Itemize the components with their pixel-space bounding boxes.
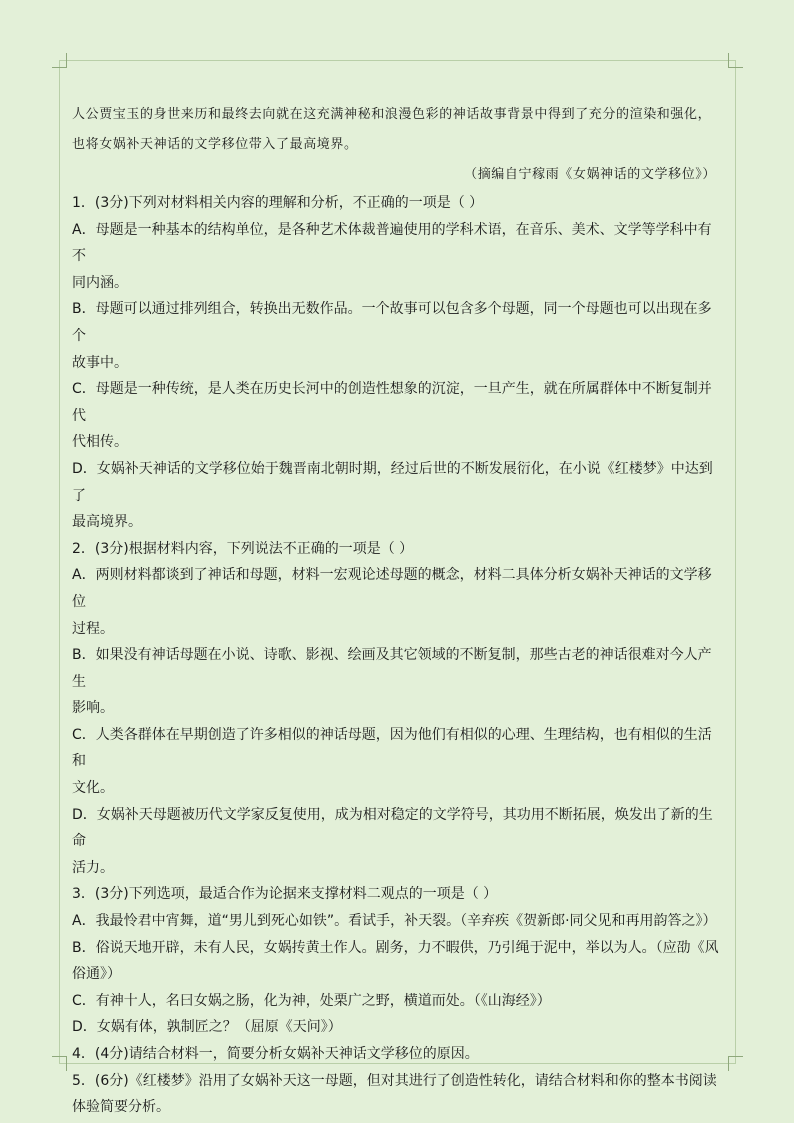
- question-stem-cont: 体验简要分析。: [72, 1099, 170, 1116]
- option-a: A．母题是一种基本的结构单位，是各种艺术体裁普遍使用的学科术语，在音乐、美术、文学等学科中有不: [72, 221, 712, 265]
- option-c-cont: 文化。: [72, 780, 114, 797]
- option-d: D．女娲补天母题被历代文学家反复使用，成为相对稳定的文学符号，其功用不断拓展，焕发出了新的生命: [72, 806, 713, 850]
- crop-mark-top-right: [728, 53, 743, 68]
- crop-mark-bottom-right: [728, 1056, 743, 1071]
- question-3: [72, 881, 722, 1041]
- question-1: [72, 190, 722, 536]
- passage-continuation: [72, 100, 722, 190]
- option-c: C．人类各群体在早期创造了许多相似的神话母题，因为他们有相似的心理、生理结构，也有相似的生活和: [72, 726, 712, 770]
- option-b-cont: 故事中。: [72, 354, 128, 371]
- crop-mark-top-left: [52, 53, 67, 68]
- option-d: D．女娲有体，孰制匠之？（屈原《天问》）: [72, 1019, 342, 1036]
- option-a-cont: 同内涵。: [72, 274, 128, 291]
- question-stem: 2．(3分)根据材料内容，下列说法不正确的一项是（ ）: [72, 540, 414, 557]
- option-d-cont: 活力。: [72, 859, 114, 876]
- question-stem: 1．(3分)下列对材料相关内容的理解和分析，不正确的一项是（ ）: [72, 195, 484, 211]
- option-b: B．俗说天地开辟，未有人民，女娲抟黄土作人。剧务，力不暇供，乃引绳于泥中，举以为人。（应劭《风: [72, 939, 719, 956]
- option-a-cont: 过程。: [72, 620, 114, 637]
- document-body: [72, 100, 722, 1121]
- option-b-cont: 俗通》）: [72, 966, 121, 983]
- option-d: D．女娲补天神话的文学移位始于魏晋南北朝时期，经过后世的不断发展衍化，在小说《红楼梦》中达到了: [72, 460, 713, 504]
- question-2: [72, 536, 722, 882]
- passage-line: 人公贾宝玉的身世来历和最终去向就在这充满神秘和浪漫色彩的神话故事背景中得到了充分的渲染和强化，: [72, 107, 712, 122]
- option-d-cont: 最高境界。: [72, 514, 142, 531]
- option-c: C．有神十人，名曰女娲之肠，化为神，处栗广之野，横道而处。（《山海经》）: [72, 992, 551, 1009]
- passage-line: 也将女娲补天神话的文学移位带入了最高境界。: [72, 137, 358, 152]
- passage-source: （摘编自宁稼雨《女娲神话的文学移位》）: [464, 167, 716, 182]
- option-b-cont: 影响。: [72, 700, 114, 717]
- option-b: B．如果没有神话母题在小说、诗歌、影视、绘画及其它领域的不断复制，那些古老的神话很难对今人产生: [72, 647, 712, 690]
- option-b: B．母题可以通过排列组合，转换出无数作品。一个故事可以包含多个母题，同一个母题也可以出现在多个: [72, 301, 712, 344]
- question-5: [72, 1068, 722, 1121]
- question-stem: 5．(6分)《红楼梦》沿用了女娲补天这一母题，但对其进行了创造性转化，请结合材料和你的整本书阅读: [72, 1072, 717, 1089]
- option-a: A．我最怜君中宵舞，道“男儿到死心如铁”。看试手，补天裂。（辛弃疾《贺新郎·同父见和再用韵答之》）: [72, 913, 717, 930]
- option-c: C．母题是一种传统，是人类在历史长河中的创造性想象的沉淀，一旦产生，就在所属群体中不断复制并代: [72, 381, 712, 424]
- question-4: [72, 1041, 722, 1068]
- option-a: A．两则材料都谈到了神话和母题，材料一宏观论述母题的概念，材料二具体分析女娲补天神话的文学移位: [72, 567, 712, 610]
- question-stem: 4．(4分)请结合材料一，简要分析女娲补天神话文学移位的原因。: [72, 1046, 479, 1062]
- crop-mark-bottom-left: [52, 1056, 67, 1071]
- question-stem: 3．(3分)下列选项，最适合作为论据来支撑材料二观点的一项是（ ）: [72, 886, 498, 903]
- option-c-cont: 代相传。: [72, 434, 128, 451]
